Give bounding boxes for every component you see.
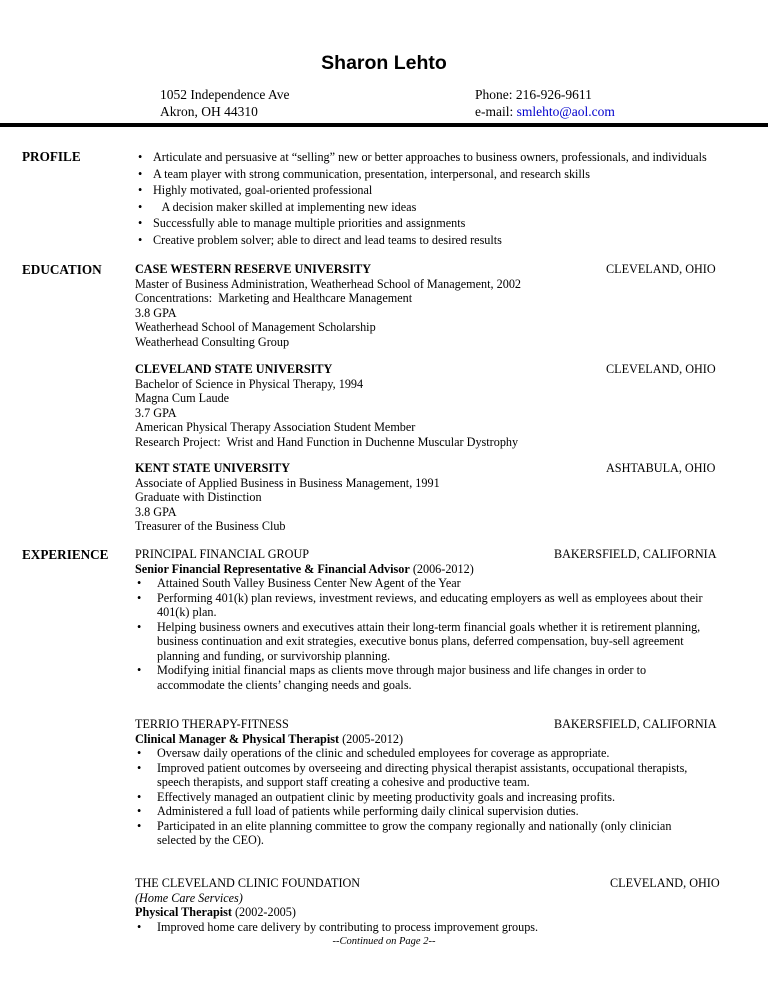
school-location: CLEVELAND, OHIO [606,362,716,376]
email-label: e-mail: [475,104,517,119]
job-bullet [135,920,735,935]
school-name: KENT STATE UNIVERSITY [135,461,291,475]
header-divider [0,123,768,127]
job-entry [135,547,735,692]
school-detail: Weatherhead Consulting Group [135,334,290,349]
bullet-line: selected by the CEO). [157,833,264,847]
phone: Phone: 216-926-9611 [475,87,592,102]
school-detail: Treasurer of the Business Club [135,519,286,533]
bullet-line: 401(k) plan. [157,605,217,619]
address-line-2: Akron, OH 44310 [160,104,258,119]
education-heading: EDUCATION [22,262,102,277]
school-location: CLEVELAND, OHIO [606,262,716,276]
job-dates: (2006-2012) [409,561,474,576]
job-bullet [135,761,735,790]
job-bullet [135,663,735,692]
job-bullet [135,620,735,664]
job-title-line [135,905,735,920]
job-entry [135,717,735,848]
school-detail: American Physical Therapy Association Student Member [135,420,416,434]
bullet-line: • Improved patient outcomes by overseeing and directing physical therapist assistants, occupational therapists, [157,760,688,775]
profile-heading: PROFILE [22,149,81,164]
email-line [475,103,615,120]
employer-name: PRINCIPAL FINANCIAL GROUP [135,547,310,561]
job-bullet [135,804,735,819]
employer-name: THE CLEVELAND CLINIC FOUNDATION [135,876,361,890]
bullet-line: speech therapists, and support staff creating a cohesive and productive team. [157,775,530,789]
school-detail: Bachelor of Science in Physical Therapy, 1994 [135,376,364,391]
job-bullets [135,576,735,692]
continued-note: --Continued on Page 2-- [332,936,436,947]
job-title: Senior Financial Representative & Financial Advisor [135,561,410,576]
bullet-line: business continuation and exit strategies, executive bonus plans, deferred compensation, buy-sell agreement [157,634,684,648]
job-division: (Home Care Services) [135,890,243,905]
school-detail: 3.8 GPA [135,504,177,519]
profile-item: • Creative problem solver; able to direct and lead teams to desired results [135,232,735,249]
job-bullet [135,746,735,761]
school-detail: Weatherhead School of Management Scholarship [135,320,376,334]
job-bullet [135,819,735,848]
email-link[interactable]: smlehto@aol.com [516,104,615,119]
profile-item: • Successfully able to manage multiple priorities and assignments [135,215,735,232]
address-line-1: 1052 Independence Ave [160,87,290,102]
job-location: CLEVELAND, OHIO [610,876,720,890]
job-title-line [135,562,735,577]
school-detail: Master of Business Administration, Weatherhead School of Management, 2002 [135,276,522,291]
school-detail: Associate of Applied Business in Business Management, 1991 [135,475,440,490]
bullet-line: • Helping business owners and executives attain their long-term financial goals whether it is retirement planning, [157,619,701,634]
profile-list [135,149,735,249]
bullet-line: planning and funding, or survivorship planning. [157,648,391,663]
bullet-line: • Attained South Valley Business Center New Agent of the Year [157,576,461,590]
school-location: ASHTABULA, OHIO [606,461,716,475]
job-bullets [135,920,735,935]
profile-item: • Highly motivated, goal-oriented professional [135,182,735,199]
school-detail: Concentrations: Marketing and Healthcare Management [135,291,413,305]
bullet-line: • Administered a full load of patients while performing daily clinical supervision duties. [157,804,579,818]
school-name: CLEVELAND STATE UNIVERSITY [135,362,333,376]
school-detail: Research Project: Wrist and Hand Function in Duchenne Muscular Dystrophy [135,434,519,449]
job-dates: (2005-2012) [339,731,404,746]
bullet-line: • Modifying initial financial maps as clients move through major business and life changes in order to [157,663,647,677]
resume-name: Sharon Lehto [321,52,447,74]
profile-item: • A team player with strong communication, presentation, interpersonal, and research skills [135,166,735,183]
experience-heading: EXPERIENCE [22,547,109,562]
bullet-line: accommodate the clients’ changing needs and goals. [157,677,412,692]
bullet-line: • Performing 401(k) plan reviews, investment reviews, and educating employers as well as employees about their [157,590,703,605]
bullet-line: • Participated in an elite planning committee to grow the company regionally and nationally (only clinician [157,818,672,833]
job-location: BAKERSFIELD, CALIFORNIA [554,547,717,561]
school-detail: 3.8 GPA [135,305,177,320]
bullet-line: • Effectively managed an outpatient clinic by meeting productivity goals and increasing profits. [157,789,616,804]
school-detail: Magna Cum Laude [135,391,230,405]
school-detail: Graduate with Distinction [135,490,262,504]
address-block [160,86,289,120]
job-bullets [135,746,735,848]
job-bullet [135,790,735,805]
job-title-line [135,732,735,747]
job-dates: (2002-2005) [231,905,296,919]
job-title: Clinical Manager & Physical Therapist [135,731,340,746]
school-detail: 3.7 GPA [135,405,177,420]
job-title: Physical Therapist [135,905,232,919]
bullet-line: • Oversaw daily operations of the clinic and scheduled employees for coverage as appropriate. [157,746,610,760]
employer-name: TERRIO THERAPY-FITNESS [135,717,289,731]
bullet-line: • Improved home care delivery by contributing to process improvement groups. [157,919,539,934]
job-bullet [135,591,735,620]
job-location: BAKERSFIELD, CALIFORNIA [554,717,717,731]
job-bullet [135,576,735,591]
profile-item: • A decision maker skilled at implementing new ideas [135,199,735,216]
contact-block [475,86,615,120]
school-name: CASE WESTERN RESERVE UNIVERSITY [135,262,372,276]
profile-item: • Articulate and persuasive at “selling” new or better approaches to business owners, professionals, and individuals [135,149,735,166]
